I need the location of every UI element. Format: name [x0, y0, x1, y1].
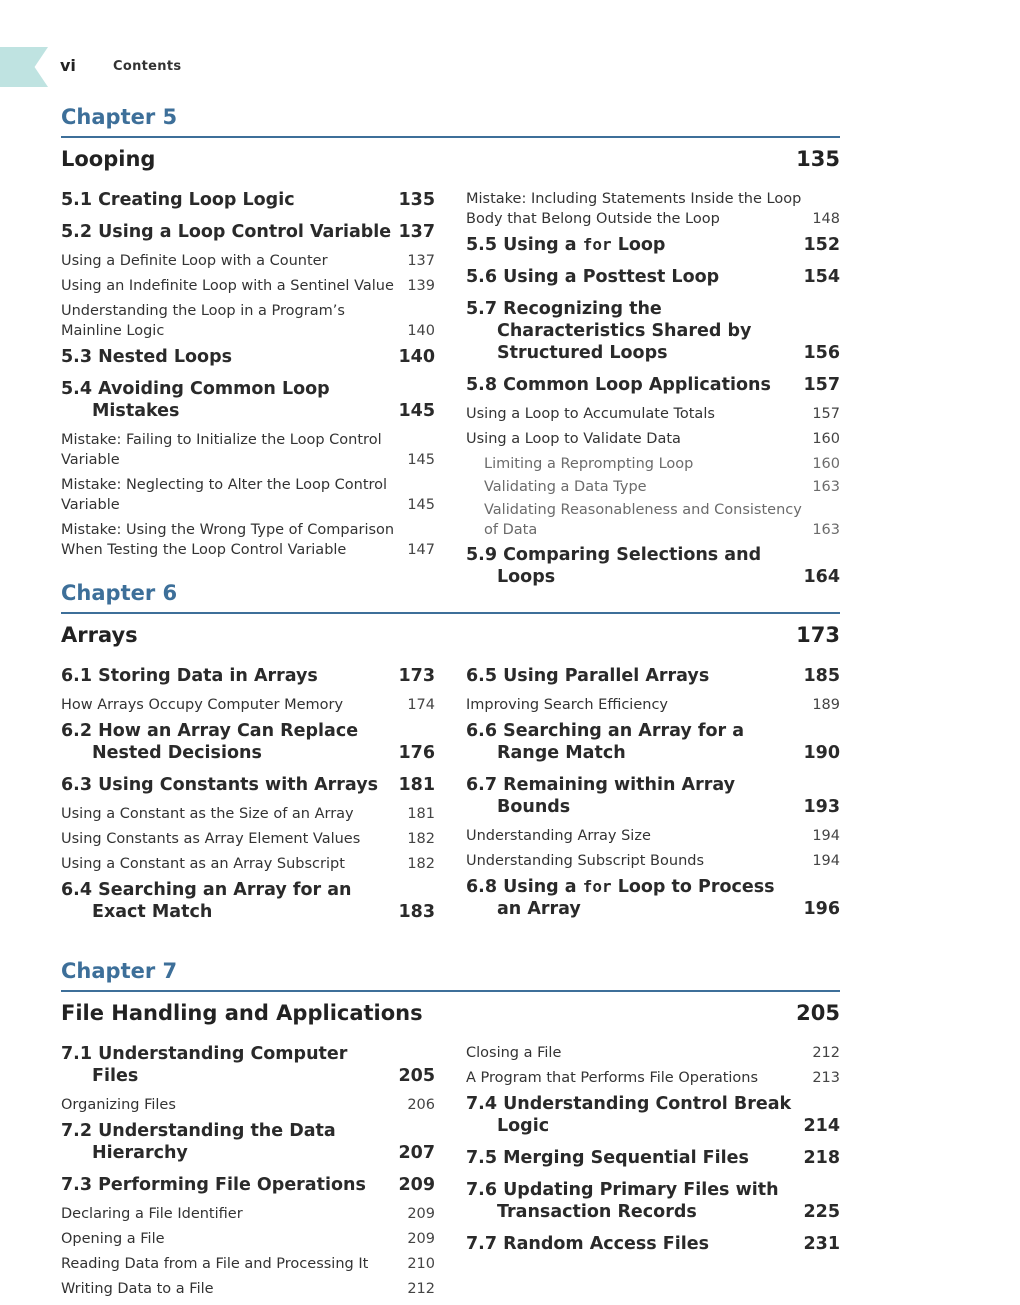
chapter-title-row[interactable]	[61, 147, 840, 171]
entry-title: Using a Constant as an Array Subscript	[61, 856, 345, 872]
entry-page: 173	[398, 666, 435, 686]
entry-page: 137	[407, 253, 435, 269]
entry-page: 154	[803, 267, 840, 287]
toc-subsection-entry[interactable]	[61, 475, 435, 515]
entry-title: 5.8 Common Loop Applications	[466, 375, 771, 395]
toc-subsection-entry[interactable]	[61, 854, 435, 874]
entry-title: Writing Data to a File	[61, 1281, 214, 1297]
entry-page: 213	[812, 1070, 840, 1086]
entry-page: 194	[812, 828, 840, 844]
entry-page: 157	[812, 406, 840, 422]
entry-page: 157	[803, 375, 840, 395]
toc-section-entry[interactable]	[61, 720, 435, 764]
toc-subsection-entry[interactable]	[61, 251, 435, 271]
entry-title: 6.6 Searching an Array for a Range Match	[466, 721, 745, 763]
toc-subsection-entry[interactable]	[61, 1254, 435, 1274]
code-keyword: for	[582, 877, 612, 896]
entry-page: 218	[803, 1148, 840, 1168]
entry-title: 5.7 Recognizing the Characteristics Shared by Structured Loops	[466, 299, 752, 363]
toc-section-entry[interactable]	[466, 774, 840, 818]
entry-title: Mistake: Neglecting to Alter the Loop Control Variable	[61, 477, 388, 513]
entry-page: 182	[407, 831, 435, 847]
entry-page: 210	[407, 1256, 435, 1272]
entry-page: 147	[407, 542, 435, 558]
chapter-section	[61, 104, 840, 598]
entry-page: 182	[407, 856, 435, 872]
toc-subsection-entry[interactable]	[466, 695, 840, 715]
page-tab-marker	[0, 47, 48, 87]
entry-page: 140	[407, 323, 435, 339]
toc-section-entry[interactable]	[466, 665, 840, 687]
entry-page: 135	[398, 190, 435, 210]
entry-title: Understanding Subscript Bounds	[466, 853, 705, 869]
chapter-title: File Handling and Applications	[61, 1001, 423, 1025]
entry-title: Using a Constant as the Size of an Array	[61, 806, 354, 822]
toc-section-entry[interactable]	[466, 720, 840, 764]
toc-section-entry[interactable]	[61, 378, 435, 422]
entry-page: 160	[812, 456, 840, 472]
toc-subsection-entry[interactable]	[61, 430, 435, 470]
entry-title: Mistake: Failing to Initialize the Loop Control Variable	[61, 432, 382, 468]
entry-title: How Arrays Occupy Computer Memory	[61, 697, 344, 713]
toc-section-entry[interactable]	[61, 665, 435, 687]
toc-column-left	[61, 189, 435, 598]
toc-column-left	[61, 665, 435, 933]
toc-subsection-entry[interactable]	[466, 404, 840, 424]
entry-page: 214	[803, 1116, 840, 1136]
entry-title: Understanding Array Size	[466, 828, 651, 844]
chapter-title: Arrays	[61, 623, 138, 647]
chapter-page: 205	[796, 1001, 840, 1025]
toc-section-entry[interactable]	[61, 774, 435, 796]
toc-section-entry[interactable]	[61, 1174, 435, 1196]
entry-title: Using an Indefinite Loop with a Sentinel Value	[61, 278, 394, 294]
entry-page: 139	[407, 278, 435, 294]
toc-section-entry[interactable]	[61, 221, 435, 243]
toc-subsection-entry[interactable]	[61, 301, 435, 341]
entry-title: 5.5 Using a for Loop	[466, 235, 666, 255]
entry-title: 5.2 Using a Loop Control Variable	[61, 222, 392, 242]
toc-subsection-entry[interactable]	[61, 804, 435, 824]
entry-title: Closing a File	[466, 1045, 562, 1061]
entry-page: 181	[398, 775, 435, 795]
page-number: vi	[60, 56, 76, 75]
entry-page: 205	[398, 1066, 435, 1086]
entry-page: 174	[407, 697, 435, 713]
entry-page: 160	[812, 431, 840, 447]
entry-page: 152	[803, 235, 840, 255]
entry-title: Understanding the Loop in a Program’s Mainline Logic	[61, 303, 345, 339]
entry-page: 176	[398, 743, 435, 763]
entry-page: 225	[803, 1202, 840, 1222]
entry-page: 207	[398, 1143, 435, 1163]
toc-column-right	[466, 189, 840, 598]
toc-subsection-entry[interactable]	[466, 851, 840, 871]
toc-subsection-entry[interactable]	[466, 826, 840, 846]
entry-title: Opening a File	[61, 1231, 165, 1247]
toc-section-entry[interactable]	[466, 1179, 840, 1223]
entry-title: 7.7 Random Access Files	[466, 1234, 710, 1254]
toc-subsection-entry[interactable]	[61, 1229, 435, 1249]
toc-section-entry[interactable]	[466, 234, 840, 256]
toc-subsection-entry[interactable]	[61, 695, 435, 715]
toc-subsection-entry[interactable]	[466, 1043, 840, 1063]
entry-title: 6.5 Using Parallel Arrays	[466, 666, 710, 686]
entry-title: Mistake: Including Statements Inside the Loop Body that Belong Outside the Loop	[466, 191, 802, 227]
code-keyword: for	[582, 235, 612, 254]
toc-section-entry[interactable]	[61, 1120, 435, 1164]
entry-page: 193	[803, 797, 840, 817]
entry-page: 196	[803, 899, 840, 919]
entry-page: 164	[803, 567, 840, 587]
entry-title: Declaring a File Identifier	[61, 1206, 243, 1222]
toc-section-entry[interactable]	[466, 1093, 840, 1137]
entry-page: 231	[803, 1234, 840, 1254]
toc-section-entry[interactable]	[466, 1233, 840, 1255]
toc-section-entry[interactable]	[61, 346, 435, 368]
toc-section-entry[interactable]	[61, 189, 435, 211]
toc-section-entry[interactable]	[466, 266, 840, 288]
toc-subsubsection-entry[interactable]	[466, 500, 840, 540]
entry-title: Limiting a Reprompting Loop	[484, 456, 694, 472]
entry-title: 7.1 Understanding Computer Files	[61, 1044, 348, 1086]
chapter-section	[61, 580, 840, 933]
entry-page: 212	[407, 1281, 435, 1297]
entry-page: 148	[812, 211, 840, 227]
entry-page: 140	[398, 347, 435, 367]
entry-page: 185	[803, 666, 840, 686]
entry-title: 6.2 How an Array Can Replace Nested Decisions	[61, 721, 359, 763]
toc-column-left	[61, 1043, 435, 1304]
toc-subsection-entry[interactable]	[61, 1095, 435, 1115]
toc-section-entry[interactable]	[466, 876, 840, 920]
toc-subsection-entry[interactable]	[61, 1204, 435, 1224]
entry-title: Mistake: Using the Wrong Type of Comparison When Testing the Loop Control Variable	[61, 522, 395, 558]
toc-section-entry[interactable]	[466, 1147, 840, 1169]
entry-title: Using a Loop to Accumulate Totals	[466, 406, 715, 422]
entry-title: 5.3 Nested Loops	[61, 347, 233, 367]
entry-page: 189	[812, 697, 840, 713]
entry-page: 209	[407, 1231, 435, 1247]
entry-page: 163	[812, 479, 840, 495]
toc-subsection-entry[interactable]	[61, 276, 435, 296]
toc-subsubsection-entry[interactable]	[466, 477, 840, 497]
entry-title: 5.9 Comparing Selections and Loops	[466, 545, 762, 587]
entry-page: 156	[803, 343, 840, 363]
entry-title: 6.3 Using Constants with Arrays	[61, 775, 379, 795]
chapter-label: Chapter 7	[61, 958, 840, 992]
toc-section-entry[interactable]	[466, 374, 840, 396]
entry-title: 7.3 Performing File Operations	[61, 1175, 366, 1195]
running-head: Contents	[113, 59, 182, 74]
entry-title: 7.5 Merging Sequential Files	[466, 1148, 749, 1168]
toc-column-right	[466, 665, 840, 933]
entry-page: 181	[407, 806, 435, 822]
entry-title: Improving Search Efficiency	[466, 697, 669, 713]
toc-subsection-entry[interactable]	[61, 829, 435, 849]
entry-title: 7.4 Understanding Control Break Logic	[466, 1094, 792, 1136]
toc-column-right	[466, 1043, 840, 1304]
entry-title: Reading Data from a File and Processing It	[61, 1256, 369, 1272]
entry-title: 5.4 Avoiding Common Loop Mistakes	[61, 379, 330, 421]
toc-subsection-entry[interactable]	[61, 520, 435, 560]
entry-page: 145	[407, 497, 435, 513]
entry-title: 6.8 Using a for Loop to Process an Array	[466, 877, 775, 919]
entry-title: 6.7 Remaining within Array Bounds	[466, 775, 736, 817]
entry-page: 163	[812, 522, 840, 538]
entry-title: 7.2 Understanding the Data Hierarchy	[61, 1121, 336, 1163]
entry-title: 5.6 Using a Posttest Loop	[466, 267, 720, 287]
entry-title: 6.4 Searching an Array for an Exact Match	[61, 880, 352, 922]
entry-page: 209	[407, 1206, 435, 1222]
entry-page: 190	[803, 743, 840, 763]
chapter-section	[61, 958, 840, 1304]
entry-page: 137	[398, 222, 435, 242]
entry-page: 206	[407, 1097, 435, 1113]
toc-section-entry[interactable]	[61, 879, 435, 923]
toc-subsection-entry[interactable]	[466, 189, 840, 229]
entry-title: 5.1 Creating Loop Logic	[61, 190, 295, 210]
toc-section-entry[interactable]	[61, 1043, 435, 1087]
chapter-label: Chapter 5	[61, 104, 840, 138]
entry-title: Organizing Files	[61, 1097, 176, 1113]
toc-section-entry[interactable]	[466, 298, 840, 364]
entry-title: 7.6 Updating Primary Files with Transaction Records	[466, 1180, 779, 1222]
chapter-title-row[interactable]	[61, 1001, 840, 1025]
entry-title: Using Constants as Array Element Values	[61, 831, 361, 847]
entry-title: Using a Loop to Validate Data	[466, 431, 681, 447]
entry-page: 183	[398, 902, 435, 922]
entry-page: 145	[398, 401, 435, 421]
entry-page: 212	[812, 1045, 840, 1061]
toc-subsection-entry[interactable]	[466, 1068, 840, 1088]
chapter-title: Looping	[61, 147, 156, 171]
toc-subsection-entry[interactable]	[466, 429, 840, 449]
entry-title: 6.1 Storing Data in Arrays	[61, 666, 318, 686]
chapter-label: Chapter 6	[61, 580, 840, 614]
chapter-page: 135	[796, 147, 840, 171]
entry-page: 145	[407, 452, 435, 468]
entry-title: Using a Definite Loop with a Counter	[61, 253, 328, 269]
toc-subsubsection-entry[interactable]	[466, 454, 840, 474]
chapter-title-row[interactable]	[61, 623, 840, 647]
entry-page: 209	[398, 1175, 435, 1195]
entry-title: Validating a Data Type	[484, 479, 647, 495]
entry-title: Validating Reasonableness and Consistency of Data	[484, 502, 802, 538]
toc-subsection-entry[interactable]	[61, 1279, 435, 1299]
entry-page: 194	[812, 853, 840, 869]
entry-title: A Program that Performs File Operations	[466, 1070, 759, 1086]
chapter-page: 173	[796, 623, 840, 647]
